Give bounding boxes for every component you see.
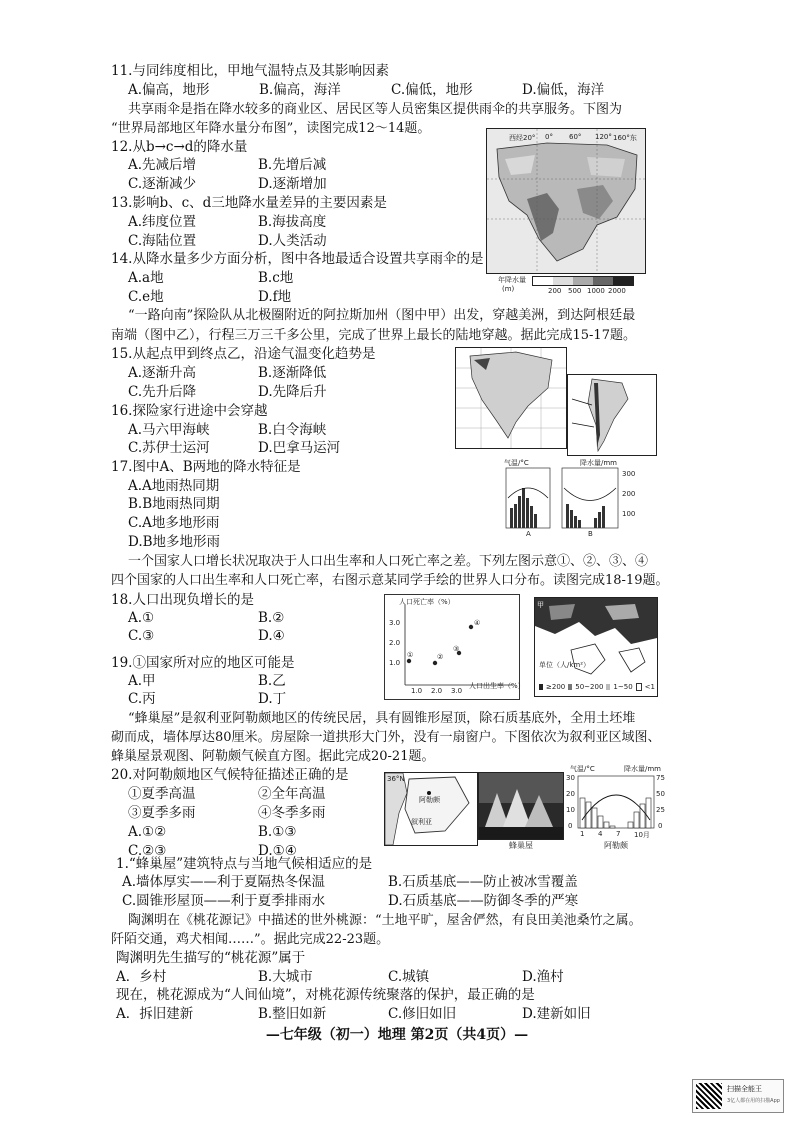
legend-tick-2000: 2000 (608, 287, 626, 295)
q16-option-c[interactable]: C.苏伊士运河 (128, 440, 210, 456)
q11-option-a[interactable]: A.偏高，地形 (128, 82, 210, 98)
q11-option-b[interactable]: B.偏高，海洋 (259, 82, 341, 98)
q20-option-d[interactable]: D.①④ (258, 843, 297, 859)
chart18-point-3: ③ (453, 645, 460, 653)
chart18-x-tick-3: 3.0 (451, 687, 463, 695)
chart17-tick-100: 100 (622, 510, 636, 518)
q20-statement-2: ②全年高温 (258, 786, 326, 802)
map-label-160: 160°东 (613, 134, 637, 142)
chart18-x-tick-2: 2.0 (431, 687, 443, 695)
chart20-left-tick-0: 0 (568, 822, 573, 830)
q20-option-b[interactable]: B.①③ (258, 824, 297, 840)
chart20-right-title: 降水量/mm (624, 765, 661, 773)
americas-map-north (455, 347, 567, 449)
south-america-map (567, 374, 657, 456)
q14-option-d[interactable]: D.f地 (258, 289, 292, 305)
q22-option-c[interactable]: C.城镇 (388, 969, 430, 985)
chart17-tick-300: 300 (622, 470, 636, 478)
q19-stem: 19.①国家所对应的地区可能是 (111, 655, 295, 671)
chart17-right-title: 降水量/mm (580, 459, 617, 467)
chart18-y-tick-1: 1.0 (389, 659, 401, 667)
q20-option-c[interactable]: C.②③ (128, 843, 167, 859)
q14-option-c[interactable]: C.e地 (128, 289, 164, 305)
map20-place: 阿勒颇 (419, 796, 440, 804)
q14-stem: 14.从降水量多少方面分析，图中各地最适合设置共享雨伞的是 (111, 251, 484, 267)
intro-22-line2: 阡陌交通，鸡犬相闻……”。据此完成22-23题。 (111, 932, 390, 947)
q14-option-b[interactable]: B.c地 (258, 270, 294, 286)
intro-20-line1: “蜂巢屋”是叙利亚阿勒颇地区的传统民居，具有圆锥形屋顶，除石质基底外，全用土坯堆 (128, 711, 636, 726)
chart20-x-tick-10: 10月 (634, 831, 650, 839)
chart18-x-title: 人口出生率（%） (469, 682, 525, 690)
q20-statement-4: ④冬季多雨 (258, 805, 326, 821)
q13-option-c[interactable]: C.海陆位置 (128, 233, 197, 249)
chart20-left-title: 气温/°C (570, 765, 595, 773)
population-distribution-map (534, 597, 658, 697)
q16-option-b[interactable]: B.白令海峡 (258, 422, 327, 438)
chart20-left-tick-30: 30 (566, 774, 575, 782)
legend-title: 年降水量 (498, 276, 526, 284)
q12-option-b[interactable]: B.先增后减 (258, 157, 327, 173)
chart20-x-tick-4: 4 (598, 830, 603, 838)
map-label-60: 60° (569, 133, 582, 141)
q11-option-d[interactable]: D.偏低，海洋 (522, 82, 605, 98)
q19-option-d[interactable]: D.丁 (258, 691, 287, 707)
q17-option-a[interactable]: A.A地雨热同期 (128, 478, 220, 494)
page-footer: —七年级（初一）地理 第2页（共4页）— (265, 1027, 529, 1043)
chart20-right-tick-50: 50 (656, 790, 665, 798)
q17-option-d[interactable]: D.B地多地形雨 (128, 534, 221, 550)
q14-option-a[interactable]: A.a地 (128, 270, 164, 286)
q13-option-a[interactable]: A.纬度位置 (128, 214, 197, 230)
q22-option-a[interactable]: A．乡村 (116, 969, 167, 985)
map20-country: 叙利亚 (411, 818, 432, 826)
chart20-x-tick-7: 7 (616, 830, 621, 838)
chart20-right-tick-0: 0 (658, 822, 663, 830)
q21-option-a[interactable]: A.墙体厚实——利于夏隔热冬保温 (122, 874, 326, 890)
intro-15-line2: 南端（图中乙），行程三万三千多公里，完成了世界上最长的陆地穿越。据此完成15-17题。 (111, 328, 636, 343)
q12-option-c[interactable]: C.逐渐减少 (128, 176, 197, 192)
map20-lat: 36°N (387, 775, 405, 783)
scanner-name: 扫描全能王 (727, 1085, 762, 1093)
map18-legend-2: 50~200 (575, 683, 604, 691)
q23-option-d[interactable]: D.建新如旧 (522, 1006, 591, 1022)
aleppo-climate-chart (566, 764, 666, 850)
q11-stem: 11.与同纬度相比，甲地气温特点及其影响因素 (111, 63, 389, 79)
q21-option-c[interactable]: C.圆锥形屋顶——利于夏季排雨水 (122, 893, 326, 909)
q23-option-a[interactable]: A．拆旧建新 (116, 1006, 194, 1022)
q16-option-a[interactable]: A.马六甲海峡 (128, 422, 210, 438)
intro-20-line3: 蜂巢屋景观图、阿勒颇气候直方图。据此完成20-21题。 (111, 749, 435, 764)
legend-unit: (m) (502, 285, 515, 293)
q15-option-d[interactable]: D.先降后升 (258, 384, 327, 400)
q17-option-b[interactable]: B.B地雨热同期 (128, 496, 220, 512)
legend-tick-200: 200 (548, 287, 562, 295)
chart18-y-tick-3: 3.0 (389, 619, 401, 627)
q19-option-a[interactable]: A.甲 (128, 673, 156, 689)
q18-option-b[interactable]: B.② (258, 610, 285, 626)
chart18-point-1: ① (407, 651, 414, 659)
chart17-tick-200: 200 (622, 490, 636, 498)
q23-option-c[interactable]: C.修旧如旧 (388, 1006, 457, 1022)
scanner-subtitle: 3亿人都在用的扫描App (727, 1098, 780, 1104)
chart18-point-2: ② (437, 653, 444, 661)
chart18-point-4: ④ (474, 619, 481, 627)
chart17-label-a: A (526, 530, 531, 538)
legend-tick-500: 500 (568, 287, 582, 295)
intro-18-line1: 一个国家人口增长状况取决于人口出生率和人口死亡率之差。下列左图示意①、②、③、④ (128, 554, 649, 569)
q12-option-d[interactable]: D.逐渐增加 (258, 176, 327, 192)
q17-stem: 17.图中A、B两地的降水特征是 (111, 459, 301, 475)
intro-22-line1: 陶渊明在《桃花源记》中描述的世外桃源：“土地平旷，屋舍俨然，有良田美池桑竹之属。 (128, 913, 642, 928)
chart20-right-tick-25: 25 (656, 806, 665, 814)
precipitation-map (486, 128, 646, 274)
q18-option-d[interactable]: D.④ (258, 628, 285, 644)
intro-15-line1: “一路向南”探险队从北极圈附近的阿拉斯加州（图中甲）出发，穿越美洲，到达阿根廷最 (128, 308, 636, 323)
chart17-label-b: B (588, 530, 593, 538)
legend-tick-1000: 1000 (587, 287, 605, 295)
chart18-x-tick-1: 1.0 (411, 687, 423, 695)
chart18-y-tick-2: 2.0 (389, 639, 401, 647)
intro-18-line2: 四个国家的人口出生率和人口死亡率，右图示意某同学手绘的世界人口分布。读图完成18-19题。 (111, 573, 669, 588)
population-rate-chart (384, 594, 525, 700)
q15-option-c[interactable]: C.先升后降 (128, 384, 197, 400)
intro-12-line1: 共享雨伞是指在降水较多的商业区、居民区等人员密集区提供雨伞的共享服务。下图为 (128, 102, 623, 117)
q15-stem: 15.从起点甲到终点乙，沿途气温变化趋势是 (111, 346, 376, 362)
q15-option-b[interactable]: B.逐渐降低 (258, 365, 327, 381)
scanner-watermark (692, 1079, 784, 1113)
q18-stem: 18.人口出现负增长的是 (111, 592, 254, 608)
q16-stem: 16.探险家行进途中会穿越 (111, 403, 268, 419)
q15-option-a[interactable]: A.逐渐升高 (128, 365, 197, 381)
map-label-0: 0° (545, 133, 553, 141)
q23-stem: 现在，桃花源成为“人间仙境”，对桃花源传统聚落的保护，最正确的是 (116, 987, 535, 1003)
q13-option-b[interactable]: B.海拔高度 (258, 214, 327, 230)
q19-option-b[interactable]: B.乙 (258, 673, 286, 689)
q20-statement-1: ①夏季高温 (128, 786, 196, 802)
q22-stem: 陶渊明先生描写的“桃花源”属于 (116, 950, 306, 966)
map-label-120: 120° (595, 133, 612, 141)
q12-option-a[interactable]: A.先减后增 (128, 157, 197, 173)
map18-unit: 单位（人/km²） (539, 661, 591, 669)
map18-label-jia: 甲 (537, 601, 544, 609)
q22-option-b[interactable]: B.大城市 (258, 969, 313, 985)
chart20-caption: 阿勒颇 (604, 841, 628, 850)
q20-stem: 20.对阿勒颇地区气候特征描述正确的是 (111, 767, 349, 783)
climate-charts-ab (498, 458, 648, 538)
q18-option-a[interactable]: A.① (128, 610, 155, 626)
q13-stem: 13.影响b、c、d三地降水量差异的主要因素是 (111, 195, 387, 211)
q22-option-d[interactable]: D.渔村 (522, 969, 564, 985)
chart17-left-title: 气温/°C (504, 459, 529, 467)
map18-legend-4: <1 (644, 683, 655, 691)
q19-option-c[interactable]: C.丙 (128, 691, 156, 707)
intro-20-line2: 砌而成，墙体厚达80厘米。房屋除一道拱形大门外，没有一扇窗户。下图依次为叙利亚区域图、 (111, 730, 661, 745)
q11-option-c[interactable]: C.偏低，地形 (391, 82, 473, 98)
q23-option-b[interactable]: B.整旧如新 (258, 1006, 327, 1022)
chart20-left-tick-20: 20 (566, 790, 575, 798)
precipitation-legend (498, 274, 638, 300)
q21-option-d[interactable]: D.石质基底——防御冬季的严寒 (388, 893, 579, 909)
q13-option-d[interactable]: D.人类活动 (258, 233, 327, 249)
q16-option-d[interactable]: D.巴拿马运河 (258, 440, 341, 456)
map-label-w20: 西经20° (509, 134, 536, 142)
photo20-caption: 蜂巢屋 (509, 841, 533, 850)
chart20-left-tick-10: 10 (566, 806, 575, 814)
q17-option-c[interactable]: C.A地多地形雨 (128, 515, 220, 531)
map18-legend-3: 1~50 (613, 683, 633, 691)
q21-option-b[interactable]: B.石质基底——防止被冰雪覆盖 (388, 874, 578, 890)
intro-12-line2: “世界局部地区年降水量分布图”，读图完成12～14题。 (111, 121, 431, 136)
beehive-house-photo (478, 772, 564, 840)
q12-stem: 12.从b→c→d的降水量 (111, 139, 248, 155)
map18-legend-1: ≥200 (546, 683, 566, 691)
q20-option-a[interactable]: A.①② (128, 824, 167, 840)
q20-statement-3: ③夏季多雨 (128, 805, 196, 821)
chart20-x-tick-1: 1 (580, 830, 585, 838)
q21-stem: 1.“蜂巢屋”建筑特点与当地气候相适应的是 (116, 856, 373, 872)
chart20-right-tick-75: 75 (656, 774, 665, 782)
q18-option-c[interactable]: C.③ (128, 628, 155, 644)
chart18-y-title: 人口死亡率（%） (399, 598, 455, 606)
syria-map (384, 772, 478, 846)
qr-code-icon (696, 1083, 722, 1109)
